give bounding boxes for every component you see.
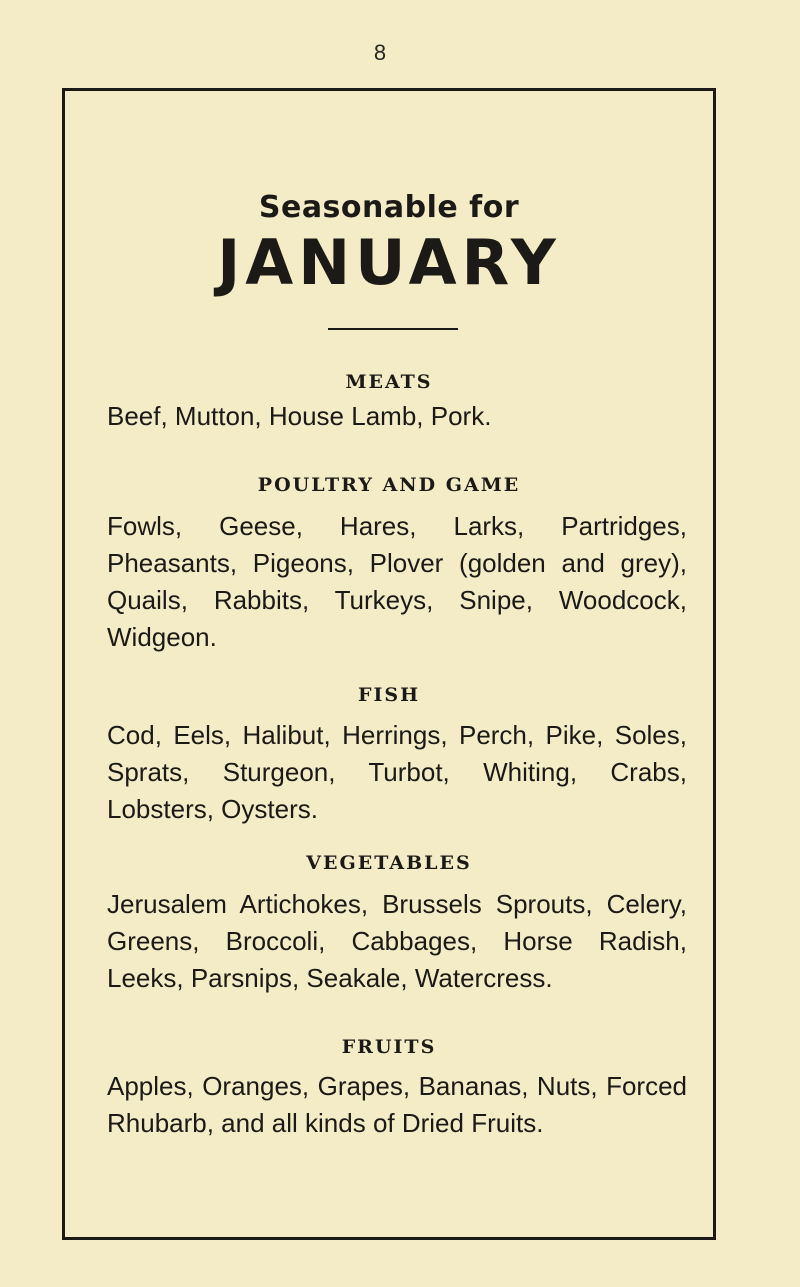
section-title-fish: FISH [357, 684, 421, 706]
heading-subtitle: Seasonable for [258, 190, 520, 225]
section-title-meats: MEATS [345, 371, 433, 393]
section-body-meats: Beef, Mutton, House Lamb, Pork. [107, 401, 492, 431]
heading-divider [328, 328, 458, 330]
heading-month: JANUARY [217, 226, 561, 299]
page-number: 8 [373, 40, 387, 65]
section-title-poultry-game: POULTRY AND GAME [257, 474, 521, 496]
section-body-vegetables: Jerusalem Artichokes, Brussels Sprouts, Celery, Greens, Broccoli, Cabbages, Horse Radish, Leeks, Parsnips, Seakale, Watercress. [107, 889, 687, 993]
section-body-fish: Cod, Eels, Halibut, Herrings, Perch, Pike, Soles, Sprats, Sturgeon, Turbot, Whiting, Crabs, Lobsters, Oysters. [107, 720, 687, 824]
section-title-fruits: FRUITS [341, 1036, 437, 1058]
section-body-fruits: Apples, Oranges, Grapes, Bananas, Nuts, Forced Rhubarb, and all kinds of Dried Fruits. [107, 1071, 687, 1138]
section-title-vegetables: VEGETABLES [306, 852, 472, 874]
section-body-poultry-game: Fowls, Geese, Hares, Larks, Partridges, Pheasants, Pigeons, Plover (golden and grey), Quails, Rabbits, Turkeys, Snipe, Woodcock, Widgeon. [107, 511, 687, 652]
